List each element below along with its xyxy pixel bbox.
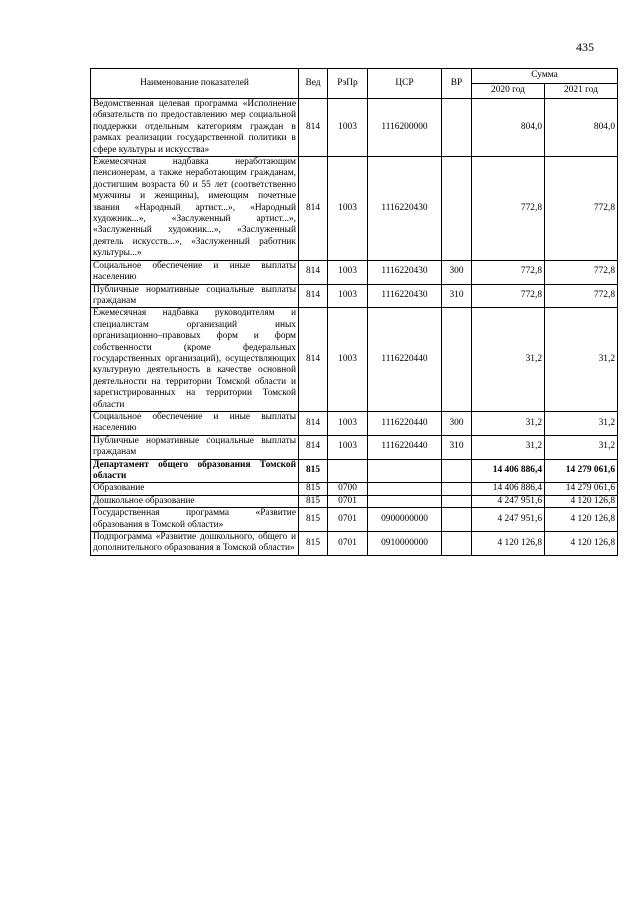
cell-2021: 772,8: [545, 157, 618, 261]
cell-rzpr: 0701: [328, 508, 368, 532]
cell-vr: [442, 459, 472, 483]
header-2021: 2021 год: [545, 84, 618, 99]
cell-2020: 772,8: [472, 157, 545, 261]
header-ved: Вед: [299, 69, 328, 99]
cell-2021: 772,8: [545, 284, 618, 308]
cell-name: Социальное обеспечение и иные выплаты населению: [91, 411, 299, 435]
table-row: [91, 411, 618, 435]
cell-ved: 815: [299, 459, 328, 483]
cell-ved: 814: [299, 260, 328, 284]
cell-rzpr: 0701: [328, 532, 368, 556]
cell-csr: [368, 495, 442, 507]
cell-2021: 14 279 061,6: [545, 483, 618, 495]
cell-vr: [442, 532, 472, 556]
table-row: [91, 260, 618, 284]
cell-csr: 1116220440: [368, 411, 442, 435]
cell-name: Департамент общего образования Томской области: [91, 459, 299, 483]
cell-csr: 1116220430: [368, 284, 442, 308]
cell-ved: 814: [299, 99, 328, 157]
cell-name: Публичные нормативные социальные выплаты гражданам: [91, 435, 299, 459]
cell-vr: [442, 483, 472, 495]
cell-rzpr: 1003: [328, 435, 368, 459]
cell-name: Государственная программа «Развитие образования в Томской области»: [91, 508, 299, 532]
cell-rzpr: 1003: [328, 260, 368, 284]
table-row: [91, 532, 618, 556]
budget-table: [90, 68, 618, 556]
cell-csr: 1116220430: [368, 260, 442, 284]
cell-vr: 300: [442, 411, 472, 435]
cell-2021: 4 120 126,8: [545, 532, 618, 556]
cell-vr: 300: [442, 260, 472, 284]
cell-ved: 814: [299, 411, 328, 435]
table-row: [91, 308, 618, 412]
table-row: [91, 483, 618, 495]
cell-ved: 814: [299, 308, 328, 412]
header-vr: ВР: [442, 69, 472, 99]
cell-ved: 815: [299, 483, 328, 495]
cell-rzpr: 1003: [328, 308, 368, 412]
cell-2020: 14 406 886,4: [472, 483, 545, 495]
cell-name: Ежемесячная надбавка руководителям и специалистам организаций иных организационно–правовых форм и форм собственности (кроме федеральных государственных организаций), осуществляющих культурную деятельность в качестве основной деятельности на территории Томской области и зарегистрированных на территории Томской области: [91, 308, 299, 412]
table-row: [91, 435, 618, 459]
cell-2021: 31,2: [545, 308, 618, 412]
cell-vr: 310: [442, 435, 472, 459]
cell-csr: 1116220440: [368, 435, 442, 459]
table-body: [91, 99, 618, 556]
header-rzpr: РзПр: [328, 69, 368, 99]
cell-csr: [368, 483, 442, 495]
cell-2021: 31,2: [545, 411, 618, 435]
header-sum: Сумма: [472, 69, 618, 84]
cell-2020: 31,2: [472, 411, 545, 435]
cell-rzpr: 1003: [328, 411, 368, 435]
cell-2020: 31,2: [472, 435, 545, 459]
cell-ved: 815: [299, 532, 328, 556]
cell-2021: 31,2: [545, 435, 618, 459]
table-row: [91, 284, 618, 308]
table-row: [91, 495, 618, 507]
cell-2020: 4 247 951,6: [472, 495, 545, 507]
cell-2020: 31,2: [472, 308, 545, 412]
cell-2021: 4 120 126,8: [545, 508, 618, 532]
cell-name: Публичные нормативные социальные выплаты гражданам: [91, 284, 299, 308]
cell-2021: 804,0: [545, 99, 618, 157]
cell-vr: 310: [442, 284, 472, 308]
cell-csr: 1116220430: [368, 157, 442, 261]
cell-2020: 4 247 951,6: [472, 508, 545, 532]
table-row: [91, 157, 618, 261]
cell-name: Подпрограмма «Развитие дошкольного, общего и дополнительного образования в Томской области»: [91, 532, 299, 556]
cell-2021: 772,8: [545, 260, 618, 284]
table-row: [91, 459, 618, 483]
cell-name: Ежемесячная надбавка неработающим пенсионерам, а также неработающим гражданам, достигшим возраста 60 и 55 лет (соответственно мужчины и женщины), имеющим почетные звания «Народный артист...», «Народный художник...», «Заслуженный артист...», «Заслуженный художник...», «Заслуженный деятель искусств...», «Заслуженный работник культуры...»: [91, 157, 299, 261]
cell-2020: 772,8: [472, 260, 545, 284]
cell-rzpr: 0700: [328, 483, 368, 495]
cell-vr: [442, 99, 472, 157]
page-number: 435: [576, 40, 594, 54]
header-csr: ЦСР: [368, 69, 442, 99]
cell-name: Ведомственная целевая программа «Исполнение обязательств по предоставлению мер социальной поддержки отдельным категориям граждан в рамках реализации государственной политики в сфере культуры и искусства»: [91, 99, 299, 157]
header-name: Наименование показателей: [91, 69, 299, 99]
cell-2020: 14 406 886,4: [472, 459, 545, 483]
cell-ved: 815: [299, 495, 328, 507]
cell-ved: 814: [299, 157, 328, 261]
cell-rzpr: 1003: [328, 157, 368, 261]
header-2020: 2020 год: [472, 84, 545, 99]
cell-csr: [368, 459, 442, 483]
cell-ved: 815: [299, 508, 328, 532]
cell-2020: 804,0: [472, 99, 545, 157]
cell-rzpr: 1003: [328, 99, 368, 157]
cell-csr: 0910000000: [368, 532, 442, 556]
cell-csr: 1116200000: [368, 99, 442, 157]
cell-ved: 814: [299, 435, 328, 459]
cell-vr: [442, 495, 472, 507]
cell-2020: 4 120 126,8: [472, 532, 545, 556]
table-row: [91, 99, 618, 157]
cell-ved: 814: [299, 284, 328, 308]
cell-2021: 4 120 126,8: [545, 495, 618, 507]
cell-vr: [442, 308, 472, 412]
cell-rzpr: [328, 459, 368, 483]
cell-2021: 14 279 061,6: [545, 459, 618, 483]
cell-csr: 0900000000: [368, 508, 442, 532]
cell-name: Образование: [91, 483, 299, 495]
cell-rzpr: 0701: [328, 495, 368, 507]
cell-vr: [442, 157, 472, 261]
table-row: [91, 508, 618, 532]
cell-csr: 1116220440: [368, 308, 442, 412]
cell-2020: 772,8: [472, 284, 545, 308]
cell-vr: [442, 508, 472, 532]
cell-rzpr: 1003: [328, 284, 368, 308]
cell-name: Социальное обеспечение и иные выплаты населению: [91, 260, 299, 284]
cell-name: Дошкольное образование: [91, 495, 299, 507]
